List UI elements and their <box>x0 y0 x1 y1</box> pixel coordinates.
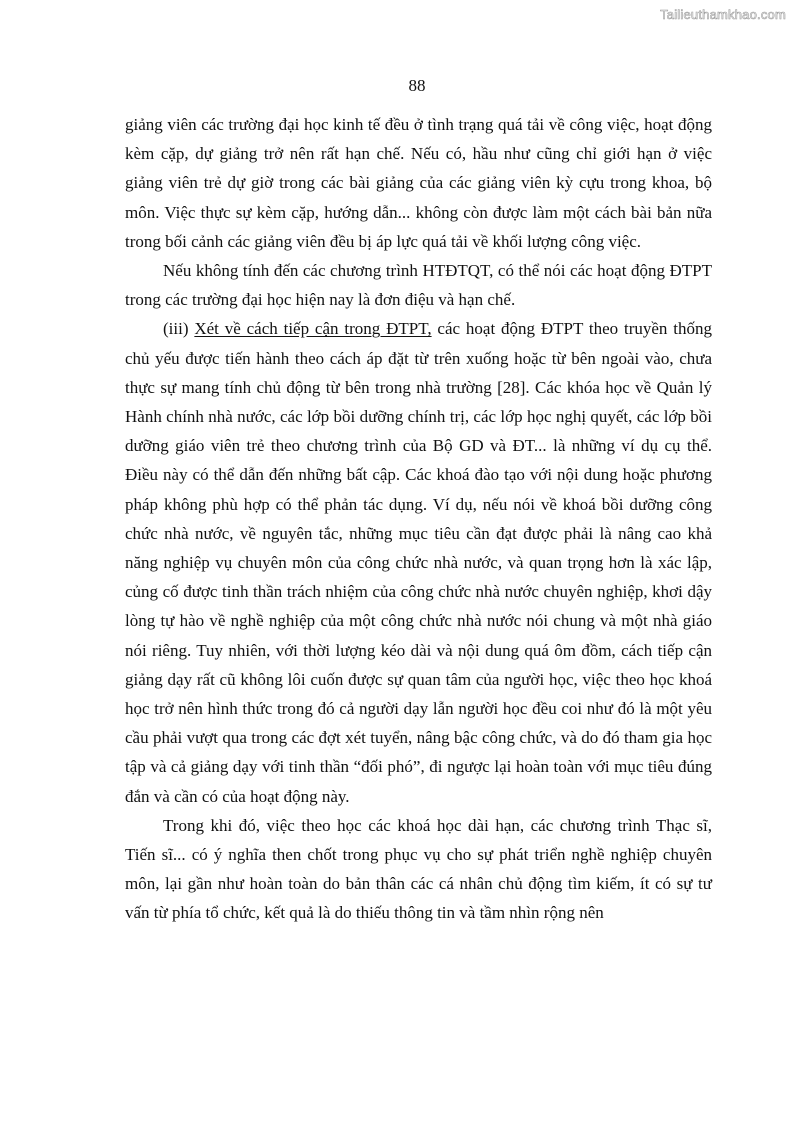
watermark: Tailieuthamkhao.com <box>660 7 786 22</box>
list-marker: (iii) <box>163 319 195 339</box>
paragraph-long-term-courses: Trong khi đó, việc theo học các khoá học dài hạn, các chương trình Thạc sĩ, Tiến sĩ... có ý nghĩa then chốt trong phục vụ cho sự phát triển nghề nghiệp chuyên môn, lại gần như hoàn toàn do bản thân các cá nhân chủ động tìm kiếm, ít có sự tư vấn từ phía tổ chức, kết quả là do thiếu thông tin và tầm nhìn rộng nên <box>125 815 712 923</box>
paragraph-approach-body: các hoạt động ĐTPT theo truyền thống chủ yếu được tiến hành theo cách áp đặt từ trên xuống hoặc từ bên ngoài vào, chưa thực sự mang tính chủ động từ bên trong nhà trường [28]. Các khóa học về Quản lý Hành chính nhà nước, các lớp bồi dưỡng chính trị, các lớp học nghị quyết, các lớp bồi dưỡng giáo viên trẻ theo chương trình của Bộ GD và ĐT... là những ví dụ cụ thể. Điều này có thể dẫn đến những bất cập. Các khoá đào tạo với nội dung hoặc phương pháp không phù hợp có thể phản tác dụng. Ví dụ, nếu nói về khoá bồi dưỡng công chức nhà nước, về nguyên tắc, những mục tiêu cần đạt được phải là nâng cao khả năng nghiệp vụ chuyên môn của công chức nhà nước, và quan trọng hơn là xác lập, củng cố được tinh thần trách nhiệm của công chức nhà nước chuyên nghiệp, khơi dậy lòng tự hào về nghề nghiệp của một công chức nhà nước nói chung và một nhà giáo nói riêng. Tuy nhiên, với thời lượng kéo dài và nội dung quá ôm đồm, cách tiếp cận giảng dạy rất cũ không lôi cuốn được sự quan tâm của người học, việc theo học khoá học trở nên hình thức trong đó cả người dạy lẫn người học đều coi như đó là một yêu cầu phải vượt qua trong các đợt xét tuyển, nâng bậc công chức, và do đó tham gia học tập và cả giảng dạy với tinh thần “đối phó”, đi ngược lại hoàn toàn với mục tiêu đúng đắn và cần có của hoạt động này. <box>125 319 712 806</box>
paragraph-approach <box>125 314 712 810</box>
document-body <box>125 110 712 928</box>
page-number: 88 <box>408 76 426 95</box>
paragraph-htdtqt: Nếu không tính đến các chương trình HTĐTQT, có thể nói các hoạt động ĐTPT trong các trường đại học hiện nay là đơn điệu và hạn chế. <box>125 261 712 310</box>
section-heading-underlined: Xét về cách tiếp cận trong ĐTPT, <box>194 319 432 339</box>
paragraph-continuation: giảng viên các trường đại học kinh tế đều ở tình trạng quá tải về công việc, hoạt động kèm cặp, dự giảng trở nên rất hạn chế. Nếu có, hầu như cũng chỉ giới hạn ở việc giảng viên trẻ dự giờ trong các bài giảng của các giảng viên kỳ cựu trong khoa, bộ môn. Việc thực sự kèm cặp, hướng dẫn... không còn được làm một cách bài bản nữa trong bối cảnh các giảng viên đều bị áp lực quá tải về khối lượng công việc. <box>125 115 712 251</box>
